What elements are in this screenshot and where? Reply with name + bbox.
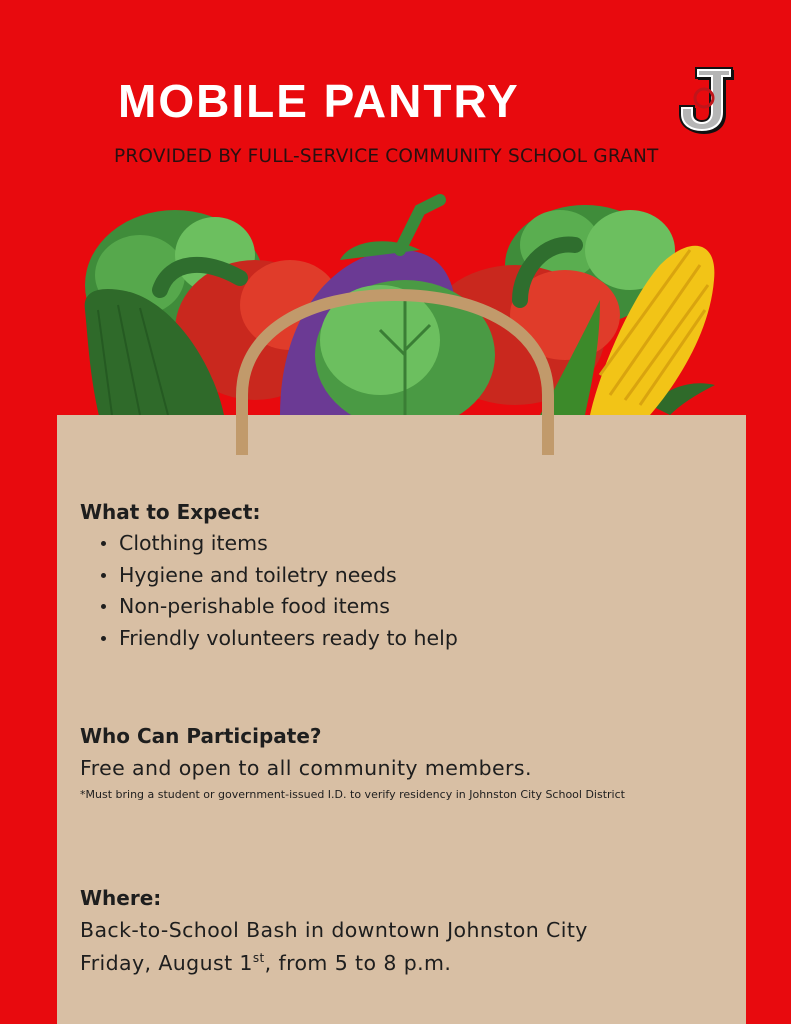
page-title: MOBILE PANTRY	[118, 75, 520, 127]
bag-handle	[230, 285, 560, 460]
where-heading: Where:	[80, 886, 162, 910]
event-date-text: Friday, August 1st, from 5 to 8 p.m.	[80, 951, 452, 975]
list-item: Friendly volunteers ready to help	[80, 623, 458, 655]
list-item: Hygiene and toiletry needs	[80, 560, 458, 592]
who-can-participate-heading: Who Can Participate?	[80, 724, 322, 748]
location-text: Back-to-School Bash in downtown Johnston City	[80, 918, 588, 942]
expect-list	[80, 528, 458, 654]
participation-text: Free and open to all community members.	[80, 756, 532, 780]
id-requirement-note: *Must bring a student or government-issued I.D. to verify residency in Johnston City School District	[80, 788, 625, 801]
list-item: Clothing items	[80, 528, 458, 560]
school-logo-icon	[676, 66, 740, 136]
list-item: Non-perishable food items	[80, 591, 458, 623]
page-subtitle: PROVIDED BY FULL-SERVICE COMMUNITY SCHOOL GRANT	[114, 146, 659, 167]
what-to-expect-heading: What to Expect:	[80, 500, 261, 524]
